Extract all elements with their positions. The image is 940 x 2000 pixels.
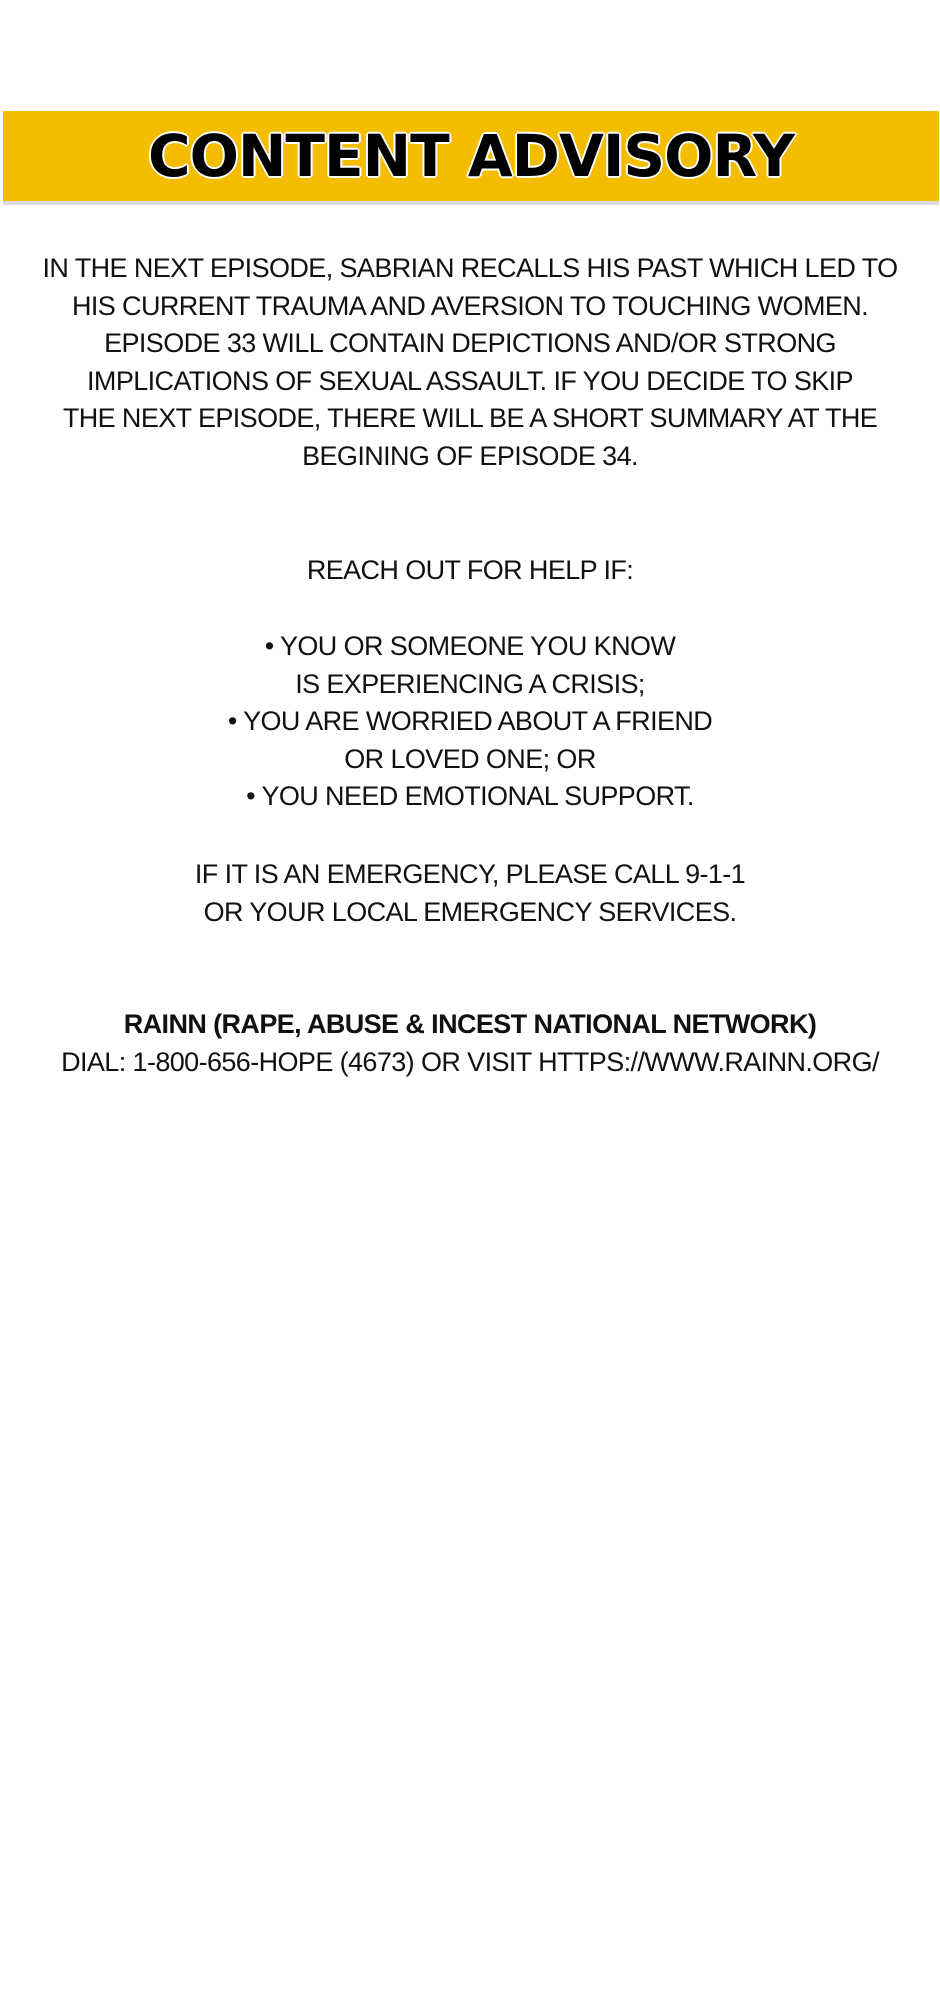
warning-paragraph [0,250,940,475]
warning-line: BEGINING OF EPISODE 34. [302,440,638,471]
warning-line: THE NEXT EPISODE, THERE WILL BE A SHORT SUMMARY AT THE [62,403,878,433]
help-heading: REACH OUT FOR HELP IF: [306,555,634,585]
resource-name: RAINN (RAPE, ABUSE & INCEST NATIONAL NETWORK) [123,1009,817,1039]
warning-line: IMPLICATIONS OF SEXUAL ASSAULT. IF YOU DECIDE TO SKIP [87,365,853,396]
resource-section [0,1006,940,1081]
help-bullet-line: OR LOVED ONE; OR [344,743,596,774]
resource-contact: DIAL: 1-800-656-HOPE (4673) OR VISIT HTTPS://WWW.RAINN.ORG/ [61,1046,879,1077]
help-bullet-list [0,628,940,816]
warning-line: HIS CURRENT TRAUMA AND AVERSION TO TOUCHING WOMEN. [71,290,869,321]
content-advisory-banner [3,111,939,201]
help-section [0,552,940,590]
emergency-line: OR YOUR LOCAL EMERGENCY SERVICES. [203,896,737,927]
help-bullet-line: • YOU OR SOMEONE YOU KNOW [264,631,676,661]
emergency-line: IF IT IS AN EMERGENCY, PLEASE CALL 9-1-1 [194,859,746,889]
warning-line: EPISODE 33 WILL CONTAIN DEPICTIONS AND/OR STRONG [104,328,836,358]
page-title: CONTENT ADVISORY [148,122,794,190]
help-bullet-line: IS EXPERIENCING A CRISIS; [295,668,645,699]
emergency-notice [0,856,940,931]
help-bullet-line: • YOU ARE WORRIED ABOUT A FRIEND [227,706,713,736]
help-bullet-line: • YOU NEED EMOTIONAL SUPPORT. [246,781,694,811]
warning-line: IN THE NEXT EPISODE, SABRIAN RECALLS HIS PAST WHICH LED TO [42,253,898,283]
